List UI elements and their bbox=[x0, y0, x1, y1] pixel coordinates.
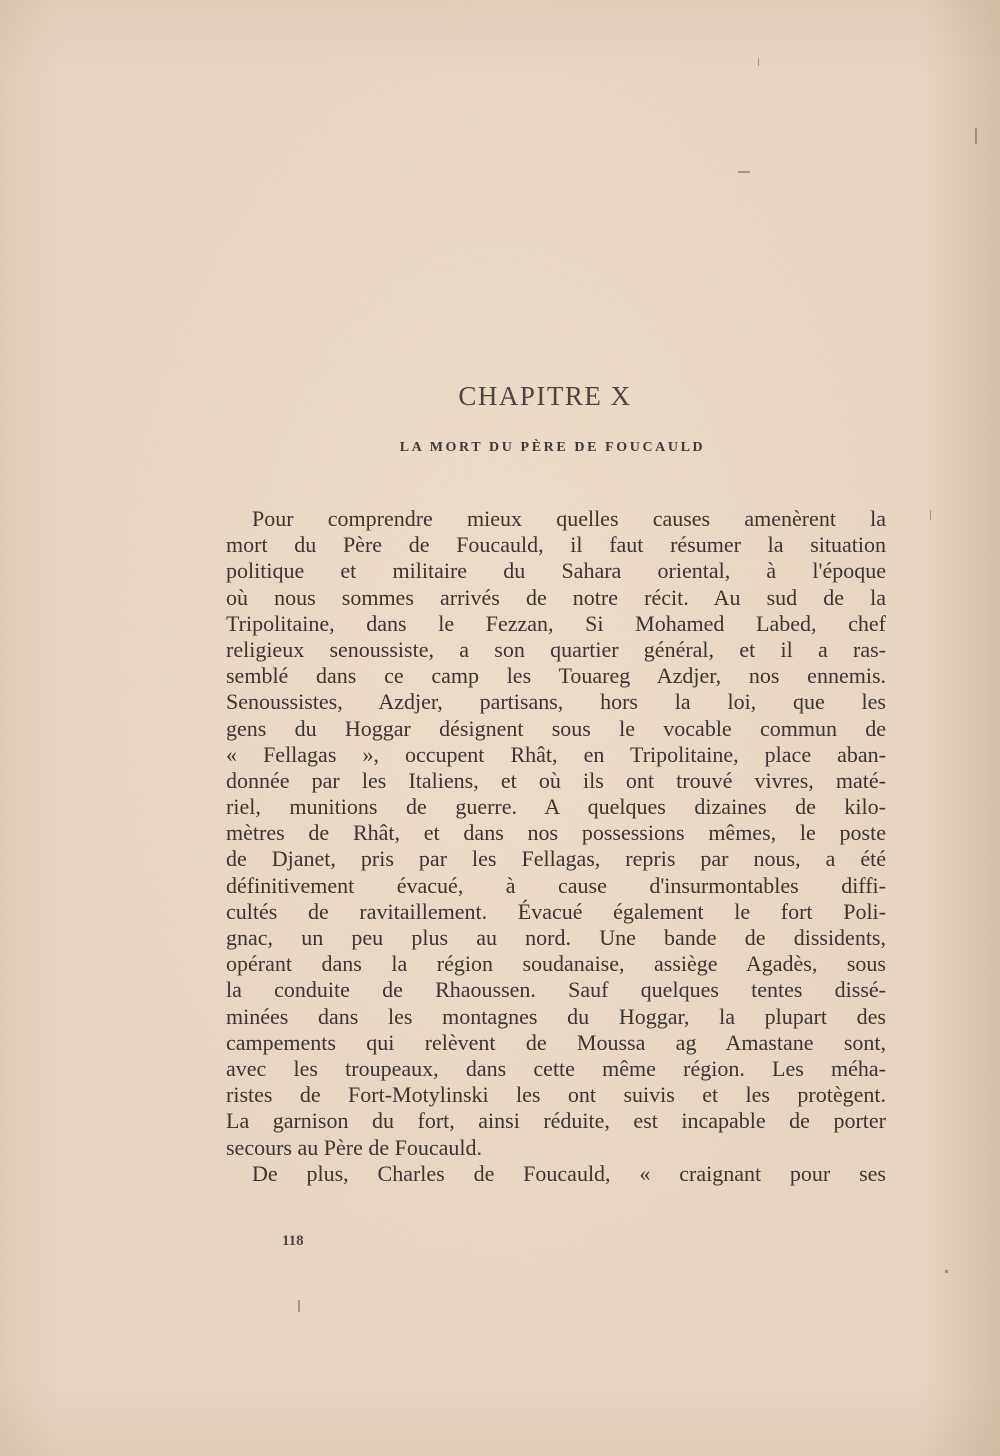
text-line: politique et militaire du Sahara oriental, à l'époque bbox=[226, 558, 886, 584]
text-line: Tripolitaine, dans le Fezzan, Si Mohamed Labed, chef bbox=[226, 610, 886, 636]
paper-speck bbox=[758, 58, 759, 66]
text-line: secours au Père de Foucauld. bbox=[226, 1134, 482, 1160]
text-line: donnée par les Italiens, et où ils ont trouvé vivres, maté- bbox=[226, 767, 886, 793]
text-line: « Fellagas », occupent Rhât, en Tripolitaine, place aban- bbox=[226, 741, 886, 767]
page-number: 118 bbox=[282, 1233, 304, 1249]
text-line: De plus, Charles de Foucauld, « craignant pour ses bbox=[252, 1160, 886, 1186]
text-line: campements qui relèvent de Moussa ag Amastane sont, bbox=[226, 1029, 886, 1055]
text-line: religieux senoussiste, a son quartier général, et il a ras- bbox=[226, 636, 886, 662]
text-line: mort du Père de Foucauld, il faut résumer la situation bbox=[226, 532, 886, 558]
text-line: La garnison du fort, ainsi réduite, est incapable de porter bbox=[226, 1108, 886, 1134]
chapter-title: LA MORT DU PÈRE DE FOUCAULD bbox=[399, 440, 706, 455]
text-line: définitivement évacué, à cause d'insurmontables diffi- bbox=[226, 872, 886, 898]
paper-speck bbox=[945, 1270, 948, 1273]
text-line: minées dans les montagnes du Hoggar, la plupart des bbox=[226, 1003, 886, 1029]
paper-speck bbox=[738, 171, 750, 173]
text-line: gnac, un peu plus au nord. Une bande de dissidents, bbox=[226, 925, 886, 950]
text-line: gens du Hoggar désignent sous le vocable commun de bbox=[226, 715, 886, 741]
text-line: Pour comprendre mieux quelles causes amenèrent la bbox=[252, 506, 886, 531]
paper-speck bbox=[930, 510, 931, 520]
paper-speck bbox=[975, 128, 977, 144]
text-line: où nous sommes arrivés de notre récit. Au sud de la bbox=[226, 584, 886, 610]
text-line: semblé dans ce camp les Touareg Azdjer, nos ennemis. bbox=[226, 663, 886, 689]
text-line: avec les troupeaux, dans cette même région. Les méha- bbox=[226, 1055, 886, 1081]
text-line: cultés de ravitaillement. Évacué également le fort Poli- bbox=[226, 898, 886, 924]
text-line: Senoussistes, Azdjer, partisans, hors la loi, que les bbox=[226, 689, 886, 715]
text-line: ristes de Fort-Motylinski les ont suivis et les protègent. bbox=[226, 1082, 886, 1108]
body-text bbox=[226, 506, 886, 1187]
chapter-number: CHAPITRE X bbox=[458, 381, 632, 411]
text-line: riel, munitions de guerre. A quelques dizaines de kilo- bbox=[226, 794, 886, 820]
text-line: de Djanet, pris par les Fellagas, repris par nous, a été bbox=[226, 846, 886, 872]
paper-speck bbox=[298, 1300, 300, 1312]
text-line: la conduite de Rhaoussen. Sauf quelques tentes dissé- bbox=[226, 977, 886, 1003]
text-line: mètres de Rhât, et dans nos possessions mêmes, le poste bbox=[226, 820, 886, 846]
text-line: opérant dans la région soudanaise, assiège Agadès, sous bbox=[226, 951, 886, 977]
